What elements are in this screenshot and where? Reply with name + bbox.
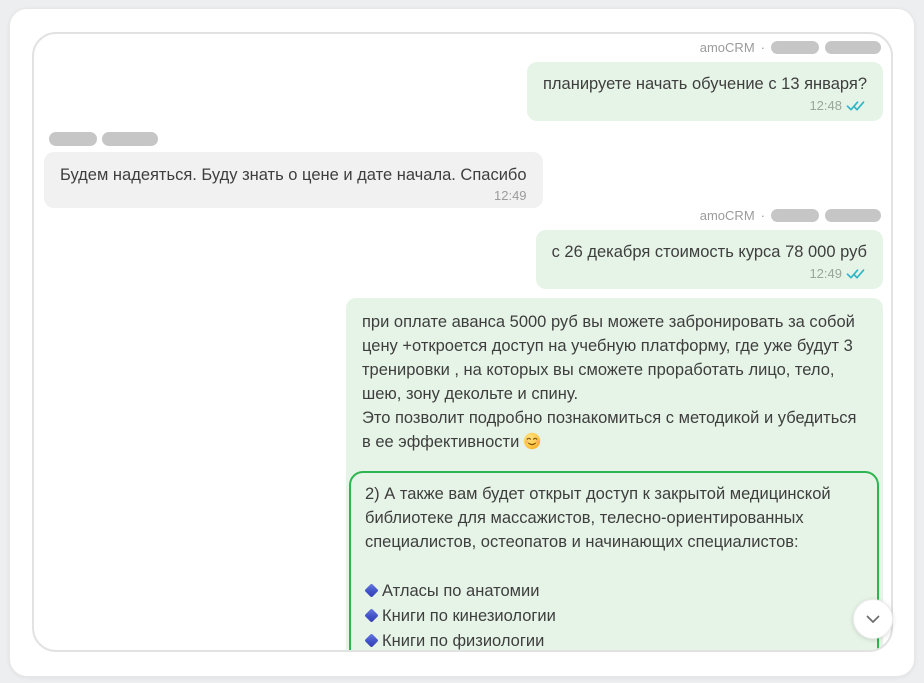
- redacted-name-pill: [771, 209, 819, 222]
- message-text: Это позволит подробно познакомиться с методикой и убедиться в ее эффективности: [362, 409, 857, 451]
- blue-diamond-icon: [364, 633, 378, 647]
- list-item: [365, 603, 863, 628]
- list-item-label: Книги по физиологии: [382, 631, 545, 650]
- scroll-to-bottom-button[interactable]: [853, 599, 893, 639]
- redacted-name-pill: [771, 41, 819, 54]
- chat-transcript-panel[interactable]: [32, 32, 893, 652]
- outgoing-message-bubble: [536, 230, 883, 289]
- message-time: 12:49: [809, 266, 842, 281]
- outgoing-message-bubble: [527, 62, 883, 121]
- list-item: [365, 628, 863, 652]
- outgoing-message-meta: [700, 40, 881, 55]
- redacted-name-pill: [825, 41, 881, 54]
- outgoing-message-meta: [700, 208, 881, 223]
- meta-separator: ·: [760, 208, 765, 223]
- redacted-name-pill: [102, 132, 158, 146]
- meta-separator: ·: [760, 40, 765, 55]
- message-paragraph: [362, 406, 867, 457]
- redacted-name-pill: [49, 132, 97, 146]
- incoming-message-meta: [49, 132, 158, 146]
- list-item: [365, 578, 863, 603]
- list-item-label: Атласы по анатомии: [382, 581, 540, 600]
- message-time: 12:48: [809, 98, 842, 113]
- incoming-message-bubble: [44, 152, 543, 208]
- outgoing-message-bubble-large: [346, 298, 883, 652]
- sender-label: amoCRM: [699, 40, 755, 55]
- list-item-label: Книги по кинезиологии: [382, 606, 556, 625]
- message-time: 12:49: [494, 187, 527, 203]
- sender-label: amoCRM: [699, 208, 755, 223]
- highlighted-offer-box: [349, 471, 879, 652]
- message-text: с 26 декабря стоимость курса 78 000 руб: [551, 243, 867, 261]
- blue-diamond-icon: [364, 608, 378, 622]
- message-text: планируете начать обучение с 13 января?: [542, 75, 867, 93]
- smiling-face-emoji: [523, 432, 541, 457]
- highlight-intro: 2) А также вам будет открыт доступ к закрытой медицинской библиотеке для массажистов, телесно-ориентированных специалистов, остеопатов и начинающих специалистов:: [365, 485, 831, 551]
- spacer: [365, 554, 863, 578]
- redacted-name-pill: [825, 209, 881, 222]
- blue-diamond-icon: [364, 583, 378, 597]
- double-check-read-icon: [846, 268, 867, 280]
- chevron-down-icon: [866, 615, 880, 624]
- double-check-read-icon: [846, 100, 867, 112]
- message-paragraph: при оплате аванса 5000 руб вы можете забронировать за собой цену +откроется доступ на учебную платформу, где уже будут 3 тренировки , на которых вы сможете проработать лицо, тело, шею, зону декольте и спину.: [362, 313, 855, 403]
- message-text: Будем надеяться. Буду знать о цене и дате начала. Спасибо: [60, 166, 527, 184]
